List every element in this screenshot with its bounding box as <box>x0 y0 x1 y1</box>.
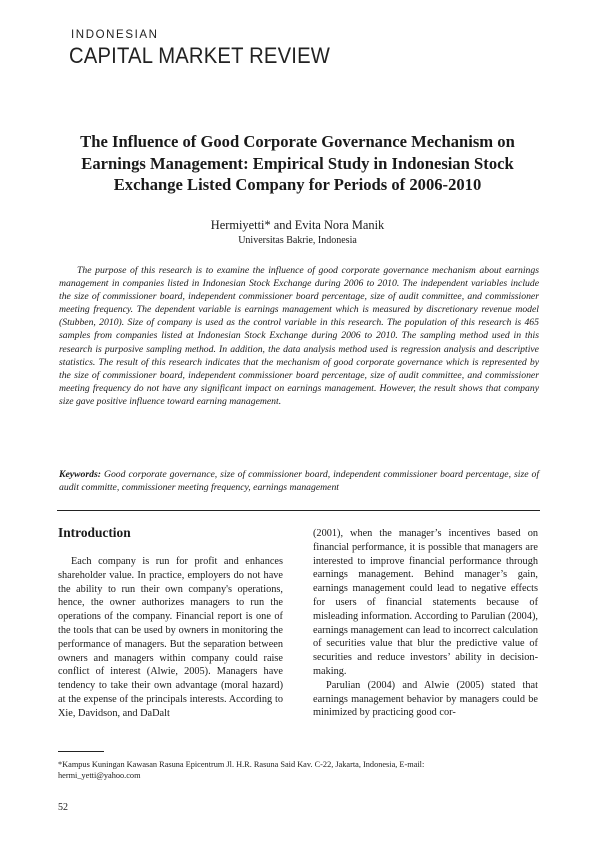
footnote-divider <box>58 751 104 752</box>
footnote-email: hermi_yetti@yahoo.com <box>58 771 141 780</box>
journal-name-main: CAPITAL MARKET REVIEW <box>69 43 331 68</box>
abstract: The purpose of this research is to examine the influence of good corporate governance mechanism about earnings management in companies listed in Indonesian Stock Exchange during 2006 to 2010. The independent variables include the size of commissioner board, independent commissioner board percentage, size of audit committee, and commissioner meeting frequency. The dependent variable is earnings management which is measured by discretionary revenue model (Stubben, 2010). Size of company is used as the control variable in this research. The population of this research is 465 samples from companies listed at Indonesian Stock Exchange during 2006 to 2010. The sampling method used in this research is purposive sampling method. In addition, the data analysis method used is regression analysis and descriptive statistics. The result of this research indicates that the mechanism of good corporate governance which is represented by the size of commissioner board, independent commissioner board percentage, size of audit committee, and commissioner meeting frequency do not have any significant impact on earnings management. However, the result shows that company size gave positive influence toward earning management. <box>59 265 539 407</box>
keywords-label: Keywords: <box>59 469 101 480</box>
keywords-text: Good corporate governance, size of commissioner board, independent commissioner board percentage, size of audit committe, commissioner meeting frequency, earnings management <box>59 469 540 494</box>
section-divider <box>57 510 540 511</box>
right-column <box>313 527 538 720</box>
article-affiliation: Universitas Bakrie, Indonesia <box>238 235 357 246</box>
introduction-paragraph-2: (2001), when the manager’s incentives based on financial performance, it is possible that managers are interested to improve financial performance through earnings management. Behind manager’s gain, earnings management could lead to negative effects for users of financial statements because of misleading information. According to Parulian (2004), earnings management can lead to incorrect calculation of securities value that blur the predictive value of securities and reduce investors’ ability in decision-making. <box>313 528 538 677</box>
footnote <box>58 759 540 781</box>
introduction-paragraph-1: Each company is run for profit and enhances shareholder value. In practice, employers do not have the ability to run their own company's operations, hence, the owner authorizes managers to run the operations of the company. Financial report is one of the tools that can be used by owners in monitoring the performance of managers. But the separation between owners and managers within company could raise conflict of interest (Alwie, 2005). Managers have tendency to take their own advantage (moral hazard) at the expense of the principals interests. According to Xie, Davidson, and DaDalt <box>58 556 283 719</box>
introduction-heading: Introduction <box>58 525 131 540</box>
keywords <box>59 468 539 494</box>
article-title: The Influence of Good Corporate Governance Mechanism on Earnings Management: Empirical Study in Indonesian Stock Exchange Listed Company for Periods of 2006-2010 <box>80 132 515 194</box>
introduction-paragraph-3: Parulian (2004) and Alwie (2005) stated that earnings management behavior by managers could be minimized by practicing good cor- <box>313 679 538 719</box>
left-column <box>58 525 283 721</box>
page-number: 52 <box>58 802 68 813</box>
article-authors: Hermiyetti* and Evita Nora Manik <box>210 218 385 232</box>
journal-name-top: INDONESIAN <box>71 29 159 41</box>
footnote-address: *Kampus Kuningan Kawasan Rasuna Epicentrum Jl. H.R. Rasuna Said Kav. C-22, Jakarta, Indonesia, E-mail: <box>58 760 425 769</box>
